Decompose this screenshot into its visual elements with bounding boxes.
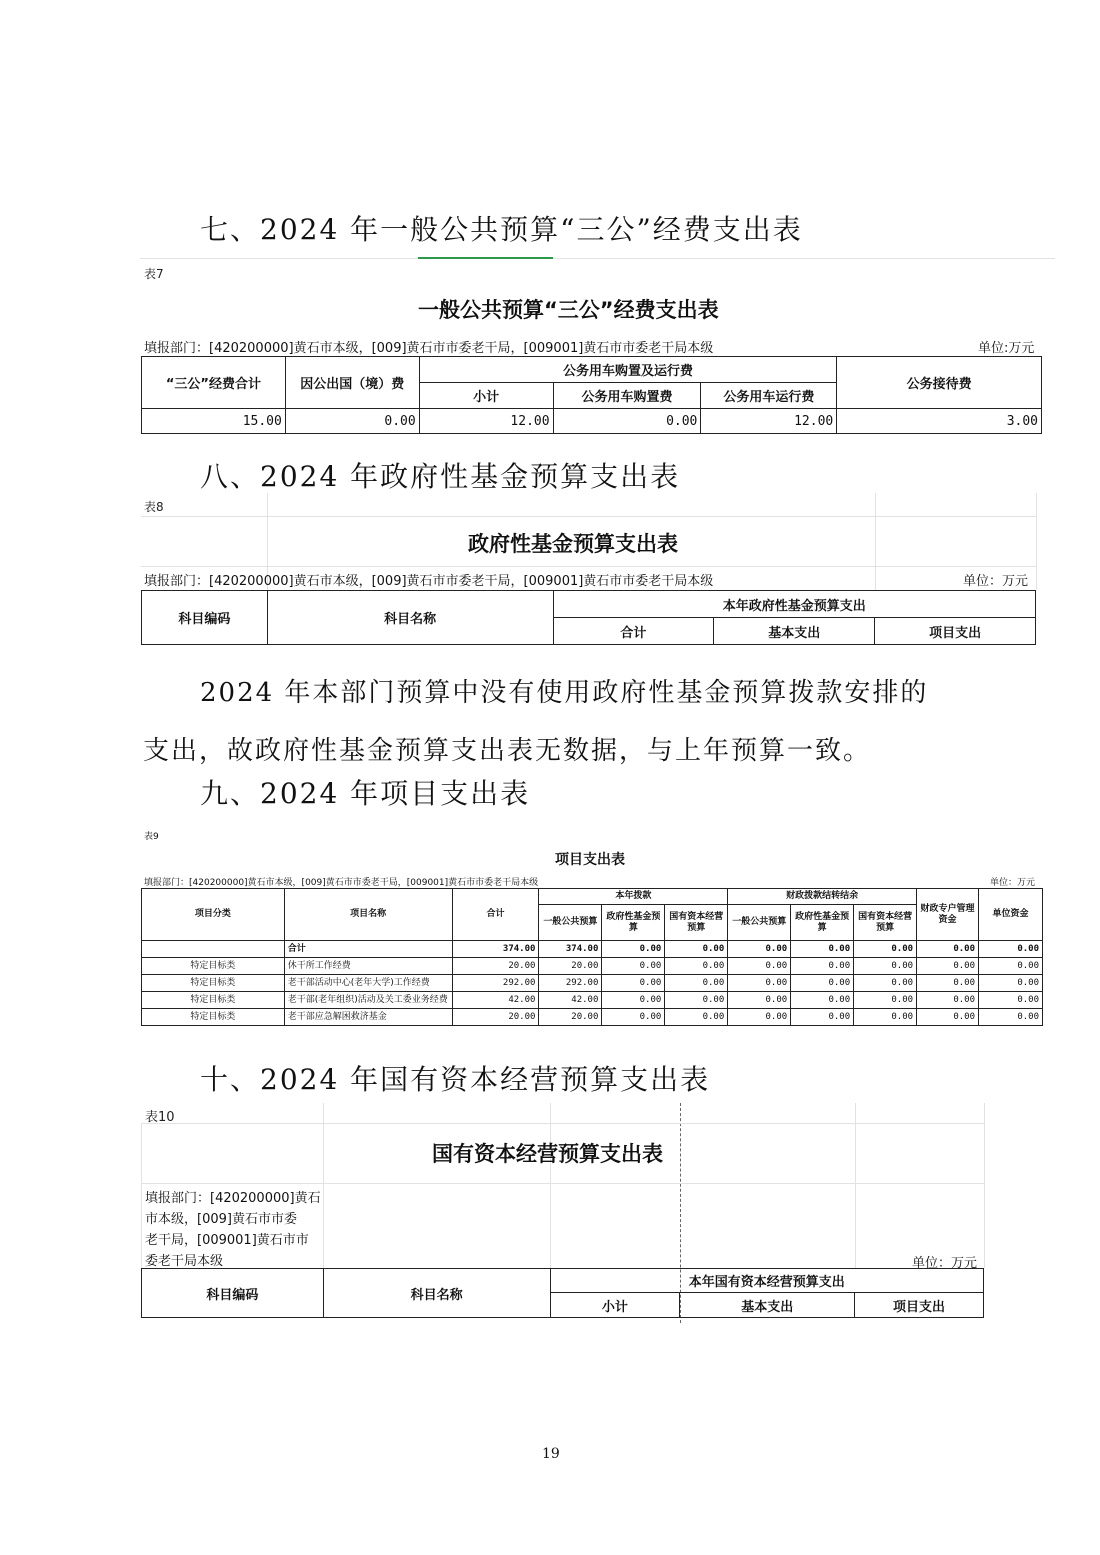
grid-line [1036, 493, 1037, 590]
grid-line [141, 516, 1036, 517]
table-cell: 0.00 [979, 975, 1043, 992]
table-row [142, 992, 1043, 1009]
th-car-group: 公务用车购置及运行费 [419, 357, 837, 383]
table-cell: 15.00 [142, 409, 286, 434]
table-8-label: 表8 [144, 500, 164, 514]
table-8-unit: 单位：万元 [963, 574, 1029, 589]
table-cell: 0.00 [854, 958, 917, 975]
table-cell: 42.00 [539, 992, 602, 1009]
table-7-label: 表7 [144, 267, 164, 281]
th-total: “三公”经费合计 [142, 357, 286, 409]
table-cell: 0.00 [979, 941, 1043, 958]
th-group: 本年国有资本经营预算支出 [550, 1269, 984, 1293]
table-cell: 老干部活动中心(老年大学)工作经费 [284, 975, 452, 992]
table-cell: 292.00 [539, 975, 602, 992]
section-10-heading: 十、2024 年国有资本经营预算支出表 [200, 1063, 711, 1096]
selected-cell-indicator [418, 257, 553, 259]
table-cell: 0.00 [854, 992, 917, 1009]
table-cell: 0.00 [553, 409, 701, 434]
table-cell: 特定目标类 [142, 1009, 285, 1026]
th-subtotal: 小计 [419, 383, 553, 409]
th-subtotal: 小计 [550, 1293, 680, 1318]
grid-line [141, 1183, 984, 1184]
table-cell: 0.00 [854, 1009, 917, 1026]
table-7-unit: 单位:万元 [978, 341, 1035, 356]
th-car-purchase: 公务用车购置费 [553, 383, 701, 409]
th-name: 科目名称 [267, 591, 553, 645]
table-cell: 特定目标类 [142, 958, 285, 975]
th-basic: 基本支出 [680, 1293, 855, 1318]
table-cell: 0.00 [665, 941, 728, 958]
grid-line [984, 1103, 985, 1268]
table-cell: 20.00 [452, 1009, 539, 1026]
table-cell: 0.00 [728, 992, 791, 1009]
grid-line [550, 1103, 551, 1268]
table-cell: 0.00 [602, 941, 665, 958]
table-cell: 特定目标类 [142, 992, 285, 1009]
section-7-heading: 七、2024 年一般公共预算“三公”经费支出表 [200, 213, 803, 246]
table-cell: 0.00 [791, 1009, 854, 1026]
table-cell: 0.00 [728, 941, 791, 958]
section-9-heading: 九、2024 年项目支出表 [200, 777, 531, 810]
table-10-title: 国有资本经营预算支出表 [432, 1142, 663, 1166]
th-name: 科目名称 [323, 1269, 550, 1318]
table-cell: 0.00 [979, 1009, 1043, 1026]
th-basic: 基本支出 [714, 618, 875, 645]
table-cell: 0.00 [665, 992, 728, 1009]
table-cell: 0.00 [602, 992, 665, 1009]
table-cell: 0.00 [728, 975, 791, 992]
th-gov-fund: 政府性基金预算 [602, 905, 665, 941]
section-8-heading: 八、2024 年政府性基金预算支出表 [200, 460, 681, 493]
table-10-label: 表10 [145, 1110, 175, 1125]
th-unit-fund: 单位资金 [979, 889, 1043, 941]
table-cell: 0.00 [728, 958, 791, 975]
th-code: 科目编码 [142, 591, 268, 645]
th-name: 项目名称 [284, 889, 452, 941]
th-general: 一般公共预算 [728, 905, 791, 941]
th-current-group: 本年拨款 [539, 889, 728, 905]
th-group: 本年政府性基金预算支出 [553, 591, 1035, 618]
table-cell: 0.00 [665, 975, 728, 992]
page-number: 19 [542, 1446, 560, 1462]
table-7-dept: 填报部门：[420200000]黄石市本级，[009]黄石市市委老干局，[009001]黄石市市委老干局本级 [144, 341, 714, 356]
table-cell: 0.00 [917, 941, 979, 958]
table-cell: 老干部(老年组织)活动及关工委业务经费 [284, 992, 452, 1009]
table-9-unit: 单位：万元 [990, 878, 1036, 888]
dept-line: 委老干局本级 [145, 1254, 224, 1269]
th-project: 项目支出 [875, 618, 1036, 645]
th-code: 科目编码 [142, 1269, 324, 1318]
table-cell: 老干部应急解困救济基金 [284, 1009, 452, 1026]
grid-line [140, 258, 1055, 259]
table-cell: 12.00 [419, 409, 553, 434]
note-line-2: 支出，故政府性基金预算支出表无数据，与上年预算一致。 [143, 736, 872, 766]
grid-line [141, 1123, 142, 1268]
table-7 [141, 356, 1042, 434]
table-cell: 0.00 [665, 958, 728, 975]
table-9-dept: 填报部门：[420200000]黄石市本级，[009]黄石市市委老干局，[009001]黄石市市委老干局本级 [144, 878, 539, 888]
table-cell: 0.00 [854, 941, 917, 958]
table-cell: 0.00 [791, 941, 854, 958]
th-carry-group: 财政拨款结转结余 [728, 889, 917, 905]
table-cell: 0.00 [917, 1009, 979, 1026]
th-special: 财政专户管理资金 [917, 889, 979, 941]
table-cell: 0.00 [602, 975, 665, 992]
table-cell: 0.00 [602, 958, 665, 975]
table-cell: 20.00 [539, 958, 602, 975]
th-category: 项目分类 [142, 889, 285, 941]
table-cell: 0.00 [917, 992, 979, 1009]
table-cell: 0.00 [602, 1009, 665, 1026]
grid-line [323, 1103, 324, 1268]
table-cell: 12.00 [701, 409, 837, 434]
table-cell: 0.00 [791, 958, 854, 975]
table-cell: 0.00 [791, 992, 854, 1009]
table-cell: 0.00 [791, 975, 854, 992]
table-cell: 0.00 [917, 975, 979, 992]
th-state-capital: 国有资本经营预算 [854, 905, 917, 941]
table-cell: 20.00 [539, 1009, 602, 1026]
table-10-unit: 单位：万元 [912, 1256, 978, 1271]
table-cell: 42.00 [452, 992, 539, 1009]
table-9 [141, 888, 1043, 1026]
table-10-dept [145, 1188, 321, 1272]
table-cell [142, 941, 285, 958]
grid-line [875, 493, 876, 590]
table-cell: 374.00 [539, 941, 602, 958]
table-9-title: 项目支出表 [555, 852, 625, 868]
th-project: 项目支出 [855, 1293, 984, 1318]
th-state-capital: 国有资本经营预算 [665, 905, 728, 941]
table-row-total [142, 941, 1043, 958]
th-total: 合计 [452, 889, 539, 941]
table-9-label: 表9 [144, 832, 159, 842]
grid-line [141, 566, 1036, 567]
dept-line: 市本级，[009]黄石市市委 [145, 1212, 297, 1227]
th-total: 合计 [553, 618, 714, 645]
table-8-title: 政府性基金预算支出表 [468, 532, 678, 556]
table-10 [141, 1268, 984, 1318]
table-cell: 0.00 [979, 958, 1043, 975]
table-cell: 0.00 [728, 1009, 791, 1026]
table-row [142, 958, 1043, 975]
table-7-title: 一般公共预算“三公”经费支出表 [418, 298, 719, 322]
table-cell: 0.00 [854, 975, 917, 992]
dept-line: 老干局，[009001]黄石市市 [145, 1233, 309, 1248]
table-cell: 休干所工作经费 [284, 958, 452, 975]
note-line-1: 2024 年本部门预算中没有使用政府性基金预算拨款安排的 [200, 678, 929, 708]
table-cell: 0.00 [285, 409, 419, 434]
th-abroad: 因公出国（境）费 [285, 357, 419, 409]
table-cell: 0.00 [665, 1009, 728, 1026]
table-8-dept: 填报部门：[420200000]黄石市本级，[009]黄石市市委老干局，[009001]黄石市市委老干局本级 [144, 574, 714, 589]
dept-line: 填报部门：[420200000]黄石 [145, 1191, 321, 1206]
table-cell: 特定目标类 [142, 975, 285, 992]
table-cell: 292.00 [452, 975, 539, 992]
table-cell: 0.00 [917, 958, 979, 975]
table-cell: 374.00 [452, 941, 539, 958]
table-cell: 20.00 [452, 958, 539, 975]
table-cell: 合计 [284, 941, 452, 958]
table-cell: 0.00 [979, 992, 1043, 1009]
table-8 [141, 590, 1036, 645]
th-car-run: 公务用车运行费 [701, 383, 837, 409]
th-gov-fund: 政府性基金预算 [791, 905, 854, 941]
grid-line [855, 1103, 856, 1268]
grid-line [141, 1123, 984, 1124]
th-general: 一般公共预算 [539, 905, 602, 941]
table-row [142, 1009, 1043, 1026]
table-cell: 3.00 [837, 409, 1042, 434]
table-row [142, 975, 1043, 992]
th-reception: 公务接待费 [837, 357, 1042, 409]
